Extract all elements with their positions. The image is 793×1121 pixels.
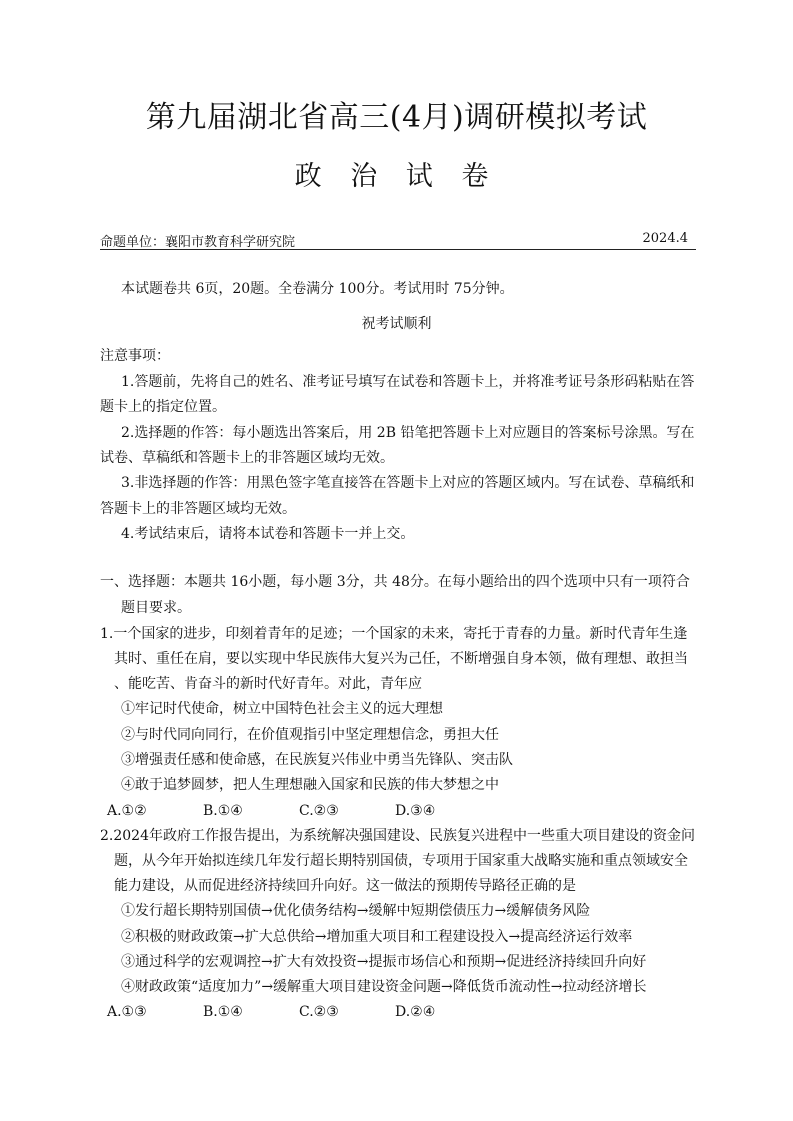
q2-choice-d: D.②④ [395, 1004, 436, 1020]
q1-choice-d: D.③④ [395, 803, 436, 819]
q2-stem-line-3: 能力建设，从而促进经济持续回升向好。这一做法的预期传导路径正确的是 [114, 878, 576, 894]
author-label: 命题单位：襄阳市教育科学研究院 [100, 235, 296, 250]
q1-option-3: ③增强责任感和使命感，在民族复兴伟业中勇当先锋队、突击队 [121, 752, 513, 768]
q2-option-2: ②积极的财政政策→扩大总供给→增加重大项目和工程建设投入→提高经济运行效率 [121, 929, 633, 945]
q2-option-1: ①发行超长期特别国债→优化债务结构→缓解中短期偿债压力→缓解债务风险 [121, 903, 591, 919]
q1-option-1: ①牢记时代使命，树立中国特色社会主义的远大理想 [121, 701, 443, 717]
q2-choice-a: A.①③ [107, 1004, 147, 1020]
section-1-heading-line-1: 一、选择题：本题共 16小题，每小题 3分，共 48分。在每小题给出的四个选项中只有一项符合 [100, 574, 690, 590]
q2-choice-c: C.②③ [299, 1004, 339, 1020]
note-2-line-1: 2.选择题的作答：每小题选出答案后，用 2B 铅笔把答题卡上对应题目的答案标号涂黑。写在 [121, 425, 695, 441]
q1-stem-line-3: 、能吃苦、肯奋斗的新时代好青年。对此，青年应 [114, 676, 422, 692]
note-3-line-1: 3.非选择题的作答：用黑色签字笔直接答在答题卡上对应的答题区域内。写在试卷、草稿纸和 [121, 475, 695, 491]
q1-choice-b: B.①④ [203, 803, 243, 819]
q1-choice-a: A.①② [107, 803, 147, 819]
exam-subtitle: 政 治 试 卷 [294, 161, 499, 192]
q1-stem-line-2: 其时、重任在肩，要以实现中华民族伟大复兴为己任，不断增强自身本领，做有理想、敢担当 [114, 651, 688, 667]
exam-title: 第九届湖北省高三(4月)调研模拟考试 [145, 100, 648, 135]
exam-date: 2024.4 [642, 231, 688, 246]
exam-summary: 本试题卷共 6页，20题。全卷满分 100分。考试用时 75分钟。 [121, 281, 514, 297]
q2-stem-line-1: 2.2024年政府工作报告提出，为系统解决强国建设、民族复兴进程中一些重大项目建设的资金问 [100, 828, 695, 844]
note-3-line-2: 答题卡上的非答题区域均无效。 [100, 501, 296, 517]
section-1-heading-line-2: 题目要求。 [121, 600, 191, 616]
notes-heading: 注意事项： [100, 348, 170, 364]
q2-choice-b: B.①④ [203, 1004, 243, 1020]
q1-option-2: ②与时代同向同行，在价值观指引中坚定理想信念，勇担大任 [121, 727, 499, 743]
q1-stem-line-1: 1.一个国家的进步，印刻着青年的足迹；一个国家的未来，寄托于青春的力量。新时代青年生逢 [100, 626, 688, 642]
q1-option-4: ④敢于追梦圆梦，把人生理想融入国家和民族的伟大梦想之中 [121, 777, 499, 793]
note-1-line-2: 题卡上的指定位置。 [100, 399, 226, 415]
q2-option-4: ④财政政策“适度加力”→缓解重大项目建设资金问题→降低货币流动性→拉动经济增长 [121, 979, 647, 995]
q2-option-3: ③通过科学的宏观调控→扩大有效投资→提振市场信心和预期→促进经济持续回升向好 [121, 954, 647, 970]
note-1-line-1: 1.答题前，先将自己的姓名、准考证号填写在试卷和答题卡上，并将准考证号条形码粘贴在答 [121, 374, 695, 390]
note-4: 4.考试结束后，请将本试卷和答题卡一并上交。 [121, 526, 415, 542]
q1-choice-c: C.②③ [299, 803, 339, 819]
note-2-line-2: 试卷、草稿纸和答题卡上的非答题区域均无效。 [100, 450, 394, 466]
exam-meta-line [100, 231, 696, 250]
q2-stem-line-2: 题，从今年开始拟连续几年发行超长期特别国债，专项用于国家重大战略实施和重点领域安全 [114, 853, 688, 869]
good-luck-text: 祝考试顺利 [361, 316, 432, 332]
